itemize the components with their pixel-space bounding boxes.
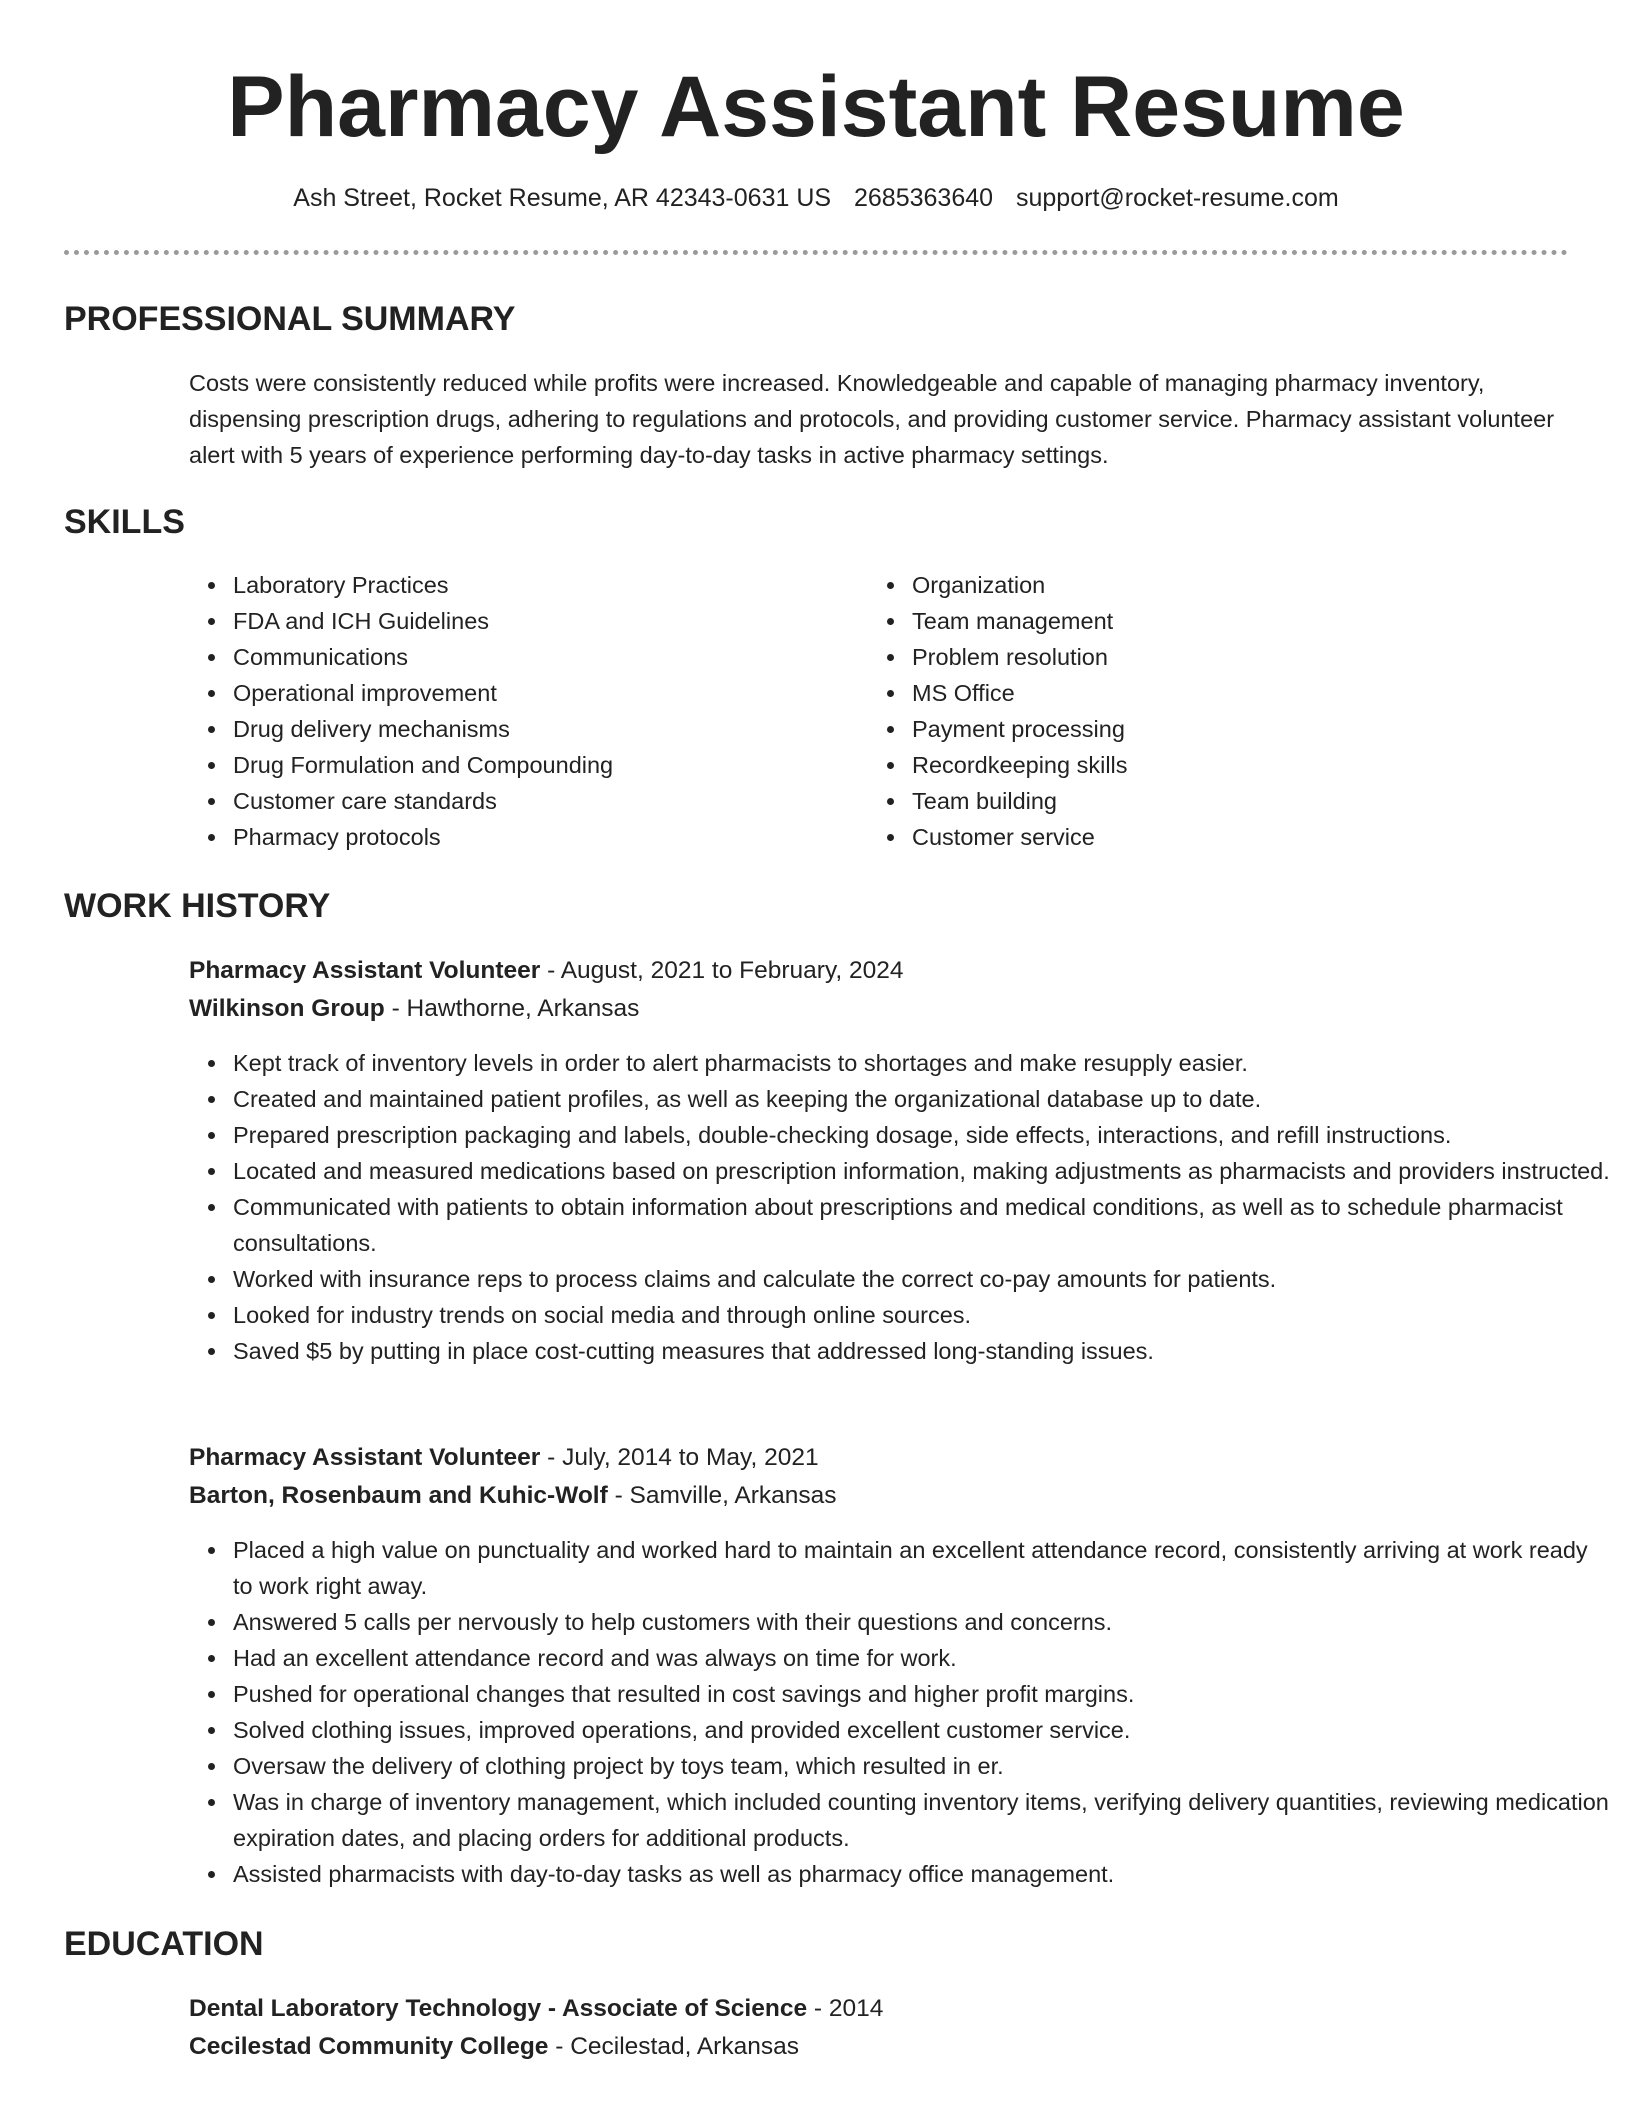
skill-item: Operational improvement [233,675,853,711]
contact-phone: 2685363640 [854,184,994,212]
education-school: Cecilestad Community College [189,2033,549,2060]
job-bullet: Had an excellent attendance record and was always on time for work. [233,1640,1613,1676]
job-company-line [189,990,639,1028]
job-company: Wilkinson Group [189,995,385,1022]
skill-item: Organization [912,567,1532,603]
job-company: Barton, Rosenbaum and Kuhic-Wolf [189,1482,608,1509]
job-bullet: Worked with insurance reps to process claims and calculate the correct co-pay amounts for patients. [233,1261,1613,1297]
job-bullet: Communicated with patients to obtain information about prescriptions and medical conditions, as well as to schedule pharmacist consultations. [233,1189,1613,1261]
job-title-line [189,1439,819,1477]
education-school-line [189,2028,799,2066]
education-degree: Dental Laboratory Technology - Associate of Science [189,1995,808,2022]
contact-address: Ash Street, Rocket Resume, AR 42343-0631 US [293,184,832,212]
education-heading: EDUCATION [64,1925,264,1963]
job-bullet: Assisted pharmacists with day-to-day tasks as well as pharmacy office management. [233,1856,1613,1892]
skills-list-left [189,567,853,855]
skill-item: Team building [912,783,1532,819]
skill-item: Drug delivery mechanisms [233,711,853,747]
skills-heading: SKILLS [64,503,185,541]
education-degree-line [189,1990,883,2028]
job-bullet: Saved $5 by putting in place cost-cutting measures that addressed long-standing issues. [233,1333,1613,1369]
job-bullets [189,1045,1613,1369]
education-year: - 2014 [807,1995,884,2022]
job-bullet: Created and maintained patient profiles, as well as keeping the organizational database up to date. [233,1081,1613,1117]
skill-item: Customer service [912,819,1532,855]
skill-item: Pharmacy protocols [233,819,853,855]
header-divider [64,250,1568,255]
skill-item: Communications [233,639,853,675]
job-bullet: Oversaw the delivery of clothing project by toys team, which resulted in er. [233,1748,1613,1784]
job-location: - Samville, Arkansas [607,1482,837,1509]
job-title: Pharmacy Assistant Volunteer [189,1444,541,1471]
job-bullet: Placed a high value on punctuality and worked hard to maintain an excellent attendance record, consistently arriving at work ready to work right away. [233,1532,1613,1604]
job-dates: - July, 2014 to May, 2021 [540,1444,819,1471]
contact-line [0,180,1632,216]
job-bullet: Solved clothing issues, improved operations, and provided excellent customer service. [233,1712,1613,1748]
job-location: - Hawthorne, Arkansas [384,995,640,1022]
skills-list-right [868,567,1532,855]
job-title-line [189,952,904,990]
skill-item: Payment processing [912,711,1532,747]
contact-email: support@rocket-resume.com [1016,184,1339,212]
skill-item: Drug Formulation and Compounding [233,747,853,783]
work-heading: WORK HISTORY [64,887,331,925]
skill-item: Team management [912,603,1532,639]
summary-text: Costs were consistently reduced while profits were increased. Knowledgeable and capable of managing pharmacy inventory, dispensing prescription drugs, adhering to regulations and protocols, and providing customer service. Pharmacy assistant volunteer alert with 5 years of experience performing day-to-day tasks in active pharmacy settings. [189,370,1555,468]
resume-title: Pharmacy Assistant Resume [227,59,1405,155]
job-bullet: Answered 5 calls per nervously to help customers with their questions and concerns. [233,1604,1613,1640]
job-bullet: Pushed for operational changes that resulted in cost savings and higher profit margins. [233,1676,1613,1712]
job-bullet: Looked for industry trends on social media and through online sources. [233,1297,1613,1333]
job-bullet: Prepared prescription packaging and labels, double-checking dosage, side effects, interactions, and refill instructions. [233,1117,1613,1153]
education-location: - Cecilestad, Arkansas [548,2033,799,2060]
job-title: Pharmacy Assistant Volunteer [189,957,541,984]
job-company-line [189,1477,837,1515]
skill-item: Recordkeeping skills [912,747,1532,783]
skill-item: Customer care standards [233,783,853,819]
job-bullet: Located and measured medications based on prescription information, making adjustments as pharmacists and providers instructed. [233,1153,1613,1189]
skill-item: FDA and ICH Guidelines [233,603,853,639]
job-bullet: Was in charge of inventory management, which included counting inventory items, verifying delivery quantities, reviewing medication expiration dates, and placing orders for additional products. [233,1784,1613,1856]
skill-item: Problem resolution [912,639,1532,675]
job-bullet: Kept track of inventory levels in order to alert pharmacists to shortages and make resupply easier. [233,1045,1613,1081]
skill-item: Laboratory Practices [233,567,853,603]
skill-item: MS Office [912,675,1532,711]
job-dates: - August, 2021 to February, 2024 [540,957,904,984]
summary-heading: PROFESSIONAL SUMMARY [64,300,516,338]
job-bullets [189,1532,1613,1892]
